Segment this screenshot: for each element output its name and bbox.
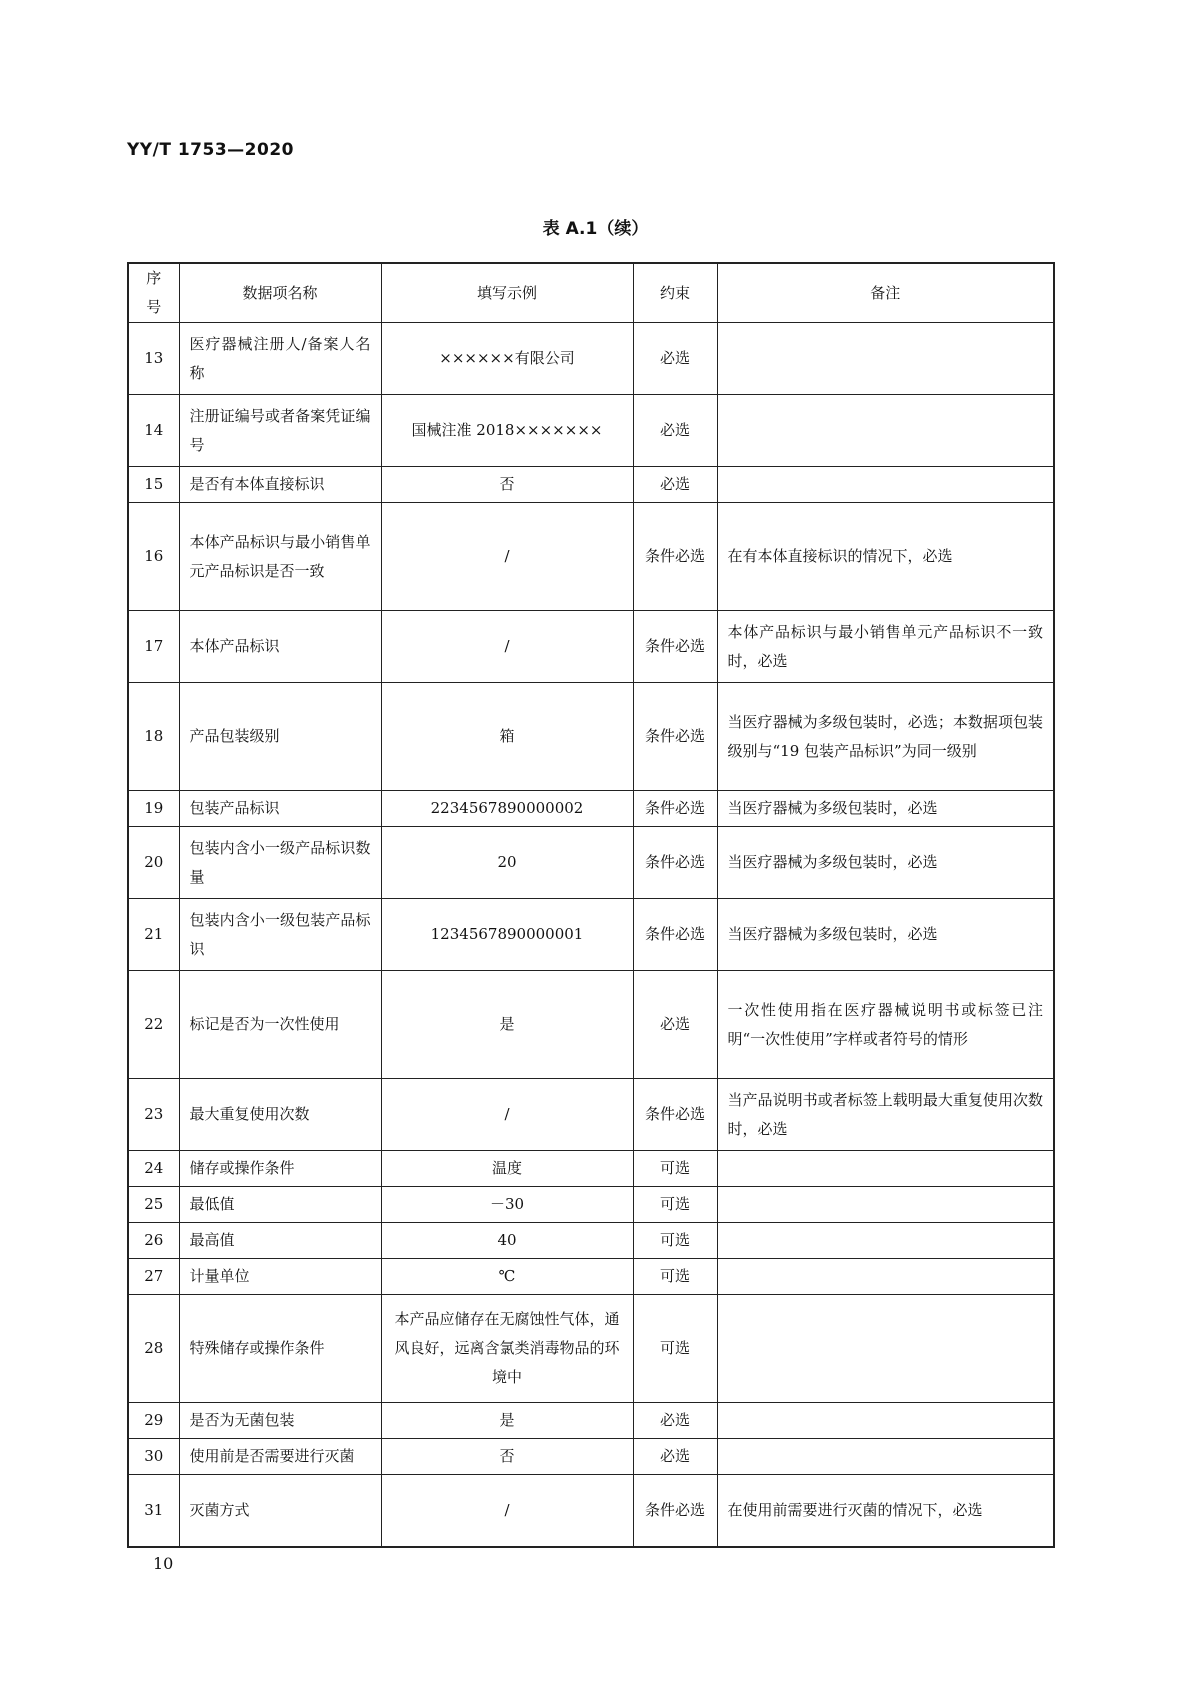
cell-constraint: 必选	[633, 323, 717, 395]
cell-example: /	[381, 611, 633, 683]
cell-seq: 25	[128, 1187, 179, 1223]
column-header-note: 备注	[717, 263, 1054, 323]
cell-name: 计量单位	[179, 1259, 381, 1295]
cell-constraint: 条件必选	[633, 1475, 717, 1547]
cell-seq: 15	[128, 467, 179, 503]
cell-name: 灭菌方式	[179, 1475, 381, 1547]
standard-code: YY/T 1753—2020	[127, 140, 294, 160]
cell-example: /	[381, 1079, 633, 1151]
cell-name: 标记是否为一次性使用	[179, 971, 381, 1079]
column-header-name: 数据项名称	[179, 263, 381, 323]
cell-constraint: 条件必选	[633, 503, 717, 611]
table-row	[128, 503, 1054, 611]
column-header-constraint: 约束	[633, 263, 717, 323]
table-row	[128, 827, 1054, 899]
cell-seq: 16	[128, 503, 179, 611]
cell-example: 箱	[381, 683, 633, 791]
cell-name: 最高值	[179, 1223, 381, 1259]
cell-note: 在有本体直接标识的情况下，必选	[717, 503, 1054, 611]
cell-name: 最大重复使用次数	[179, 1079, 381, 1151]
cell-name: 包装内含小一级产品标识数量	[179, 827, 381, 899]
cell-name: 本体产品标识与最小销售单元产品标识是否一致	[179, 503, 381, 611]
data-items-table	[127, 262, 1055, 1548]
cell-name: 包装内含小一级包装产品标识	[179, 899, 381, 971]
column-header-example: 填写示例	[381, 263, 633, 323]
cell-note	[717, 323, 1054, 395]
cell-constraint: 可选	[633, 1295, 717, 1403]
cell-note	[717, 395, 1054, 467]
cell-note: 在使用前需要进行灭菌的情况下，必选	[717, 1475, 1054, 1547]
cell-note	[717, 1439, 1054, 1475]
cell-name: 产品包装级别	[179, 683, 381, 791]
cell-note: 当产品说明书或者标签上载明最大重复使用次数时，必选	[717, 1079, 1054, 1151]
cell-seq: 21	[128, 899, 179, 971]
table-row	[128, 1151, 1054, 1187]
cell-example: 1234567890000001	[381, 899, 633, 971]
cell-name: 包装产品标识	[179, 791, 381, 827]
cell-note	[717, 1187, 1054, 1223]
cell-name: 是否为无菌包装	[179, 1403, 381, 1439]
cell-constraint: 条件必选	[633, 827, 717, 899]
cell-name: 特殊储存或操作条件	[179, 1295, 381, 1403]
table-row	[128, 971, 1054, 1079]
cell-example: /	[381, 1475, 633, 1547]
cell-seq: 18	[128, 683, 179, 791]
cell-seq: 17	[128, 611, 179, 683]
cell-constraint: 条件必选	[633, 683, 717, 791]
cell-seq: 20	[128, 827, 179, 899]
cell-note	[717, 1223, 1054, 1259]
cell-seq: 24	[128, 1151, 179, 1187]
table-row	[128, 395, 1054, 467]
cell-constraint: 可选	[633, 1151, 717, 1187]
cell-note	[717, 1295, 1054, 1403]
cell-note	[717, 1403, 1054, 1439]
cell-example: 否	[381, 467, 633, 503]
cell-constraint: 条件必选	[633, 791, 717, 827]
cell-note: 当医疗器械为多级包装时，必选	[717, 827, 1054, 899]
cell-example: 是	[381, 971, 633, 1079]
cell-example: ℃	[381, 1259, 633, 1295]
cell-seq: 26	[128, 1223, 179, 1259]
cell-seq: 22	[128, 971, 179, 1079]
cell-constraint: 必选	[633, 971, 717, 1079]
cell-note	[717, 1259, 1054, 1295]
cell-note: 本体产品标识与最小销售单元产品标识不一致时，必选	[717, 611, 1054, 683]
table-row	[128, 1187, 1054, 1223]
table-row	[128, 791, 1054, 827]
page-number: 10	[153, 1554, 174, 1573]
cell-seq: 14	[128, 395, 179, 467]
cell-example: 是	[381, 1403, 633, 1439]
cell-note	[717, 467, 1054, 503]
cell-note: 当医疗器械为多级包装时，必选	[717, 791, 1054, 827]
cell-seq: 27	[128, 1259, 179, 1295]
cell-seq: 23	[128, 1079, 179, 1151]
cell-note	[717, 1151, 1054, 1187]
cell-seq: 30	[128, 1439, 179, 1475]
cell-seq: 31	[128, 1475, 179, 1547]
table-row	[128, 323, 1054, 395]
cell-constraint: 必选	[633, 1403, 717, 1439]
cell-name: 使用前是否需要进行灭菌	[179, 1439, 381, 1475]
cell-example: 否	[381, 1439, 633, 1475]
cell-constraint: 必选	[633, 1439, 717, 1475]
cell-seq: 13	[128, 323, 179, 395]
cell-note: 一次性使用指在医疗器械说明书或标签已注明“一次性使用”字样或者符号的情形	[717, 971, 1054, 1079]
table-row	[128, 1475, 1054, 1547]
cell-constraint: 条件必选	[633, 611, 717, 683]
table-row	[128, 1439, 1054, 1475]
table-row	[128, 611, 1054, 683]
cell-example: 40	[381, 1223, 633, 1259]
table-row	[128, 683, 1054, 791]
table-row	[128, 1295, 1054, 1403]
cell-name: 是否有本体直接标识	[179, 467, 381, 503]
cell-constraint: 必选	[633, 395, 717, 467]
cell-example: 本产品应储存在无腐蚀性气体，通风良好，远离含氯类消毒物品的环境中	[381, 1295, 633, 1403]
cell-note: 当医疗器械为多级包装时，必选	[717, 899, 1054, 971]
table-row	[128, 1223, 1054, 1259]
table-row	[128, 1079, 1054, 1151]
cell-seq: 19	[128, 791, 179, 827]
column-header-seq: 序号	[128, 263, 179, 323]
cell-constraint: 条件必选	[633, 1079, 717, 1151]
table-row	[128, 899, 1054, 971]
cell-example: 20	[381, 827, 633, 899]
cell-name: 注册证编号或者备案凭证编号	[179, 395, 381, 467]
cell-constraint: 可选	[633, 1187, 717, 1223]
cell-example: 国械注准 2018×××××××	[381, 395, 633, 467]
cell-example: 2234567890000002	[381, 791, 633, 827]
cell-example: ××××××有限公司	[381, 323, 633, 395]
cell-name: 最低值	[179, 1187, 381, 1223]
table-title: 表 A.1（续）	[542, 219, 649, 239]
cell-example: 温度	[381, 1151, 633, 1187]
cell-constraint: 必选	[633, 467, 717, 503]
table-row	[128, 467, 1054, 503]
table-row	[128, 1403, 1054, 1439]
cell-constraint: 可选	[633, 1259, 717, 1295]
cell-note: 当医疗器械为多级包装时，必选；本数据项包装级别与“19 包装产品标识”为同一级别	[717, 683, 1054, 791]
cell-seq: 29	[128, 1403, 179, 1439]
cell-example: /	[381, 503, 633, 611]
table-row	[128, 1259, 1054, 1295]
cell-seq: 28	[128, 1295, 179, 1403]
cell-name: 储存或操作条件	[179, 1151, 381, 1187]
cell-constraint: 可选	[633, 1223, 717, 1259]
cell-constraint: 条件必选	[633, 899, 717, 971]
cell-name: 本体产品标识	[179, 611, 381, 683]
table-header-row	[128, 263, 1054, 323]
cell-name: 医疗器械注册人/备案人名称	[179, 323, 381, 395]
cell-example: －30	[381, 1187, 633, 1223]
